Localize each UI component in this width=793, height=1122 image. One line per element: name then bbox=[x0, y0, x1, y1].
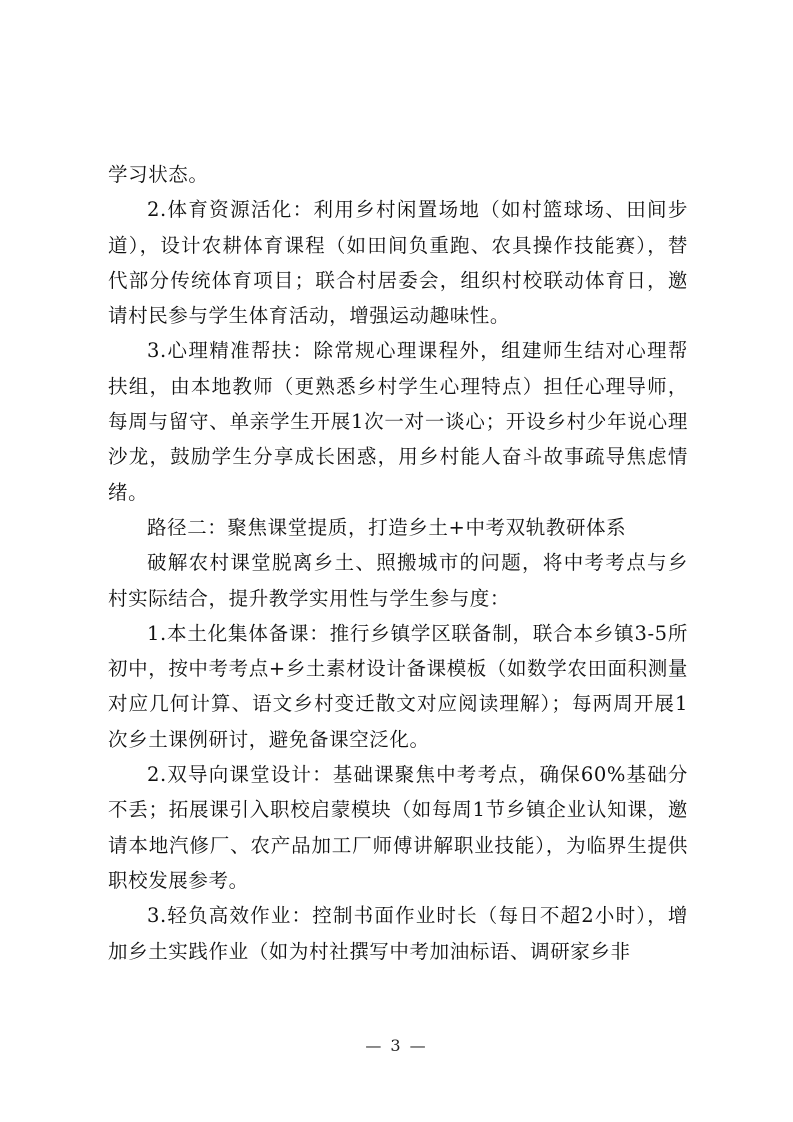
paragraph-path-two-intro: 破解农村课堂脱离乡土、照搬城市的问题，将中考考点与乡村实际结合，提升教学实用性与学生参与度： bbox=[108, 551, 688, 610]
section-heading-path-two: 路径二：聚焦课堂提质，打造乡土+中考双轨教研体系 bbox=[147, 515, 627, 539]
paragraph-continuation: 学习状态。 bbox=[108, 163, 209, 186]
paragraph-psych-support: 3.心理精准帮扶：除常规心理课程外，组建师生结对心理帮扶组，由本地教师（更熟悉乡村学生心理特点）担任心理导师，每周与留守、单亲学生开展1次一对一谈心；开设乡村少年说心理沙龙，鼓励学生分享成长困惑，用乡村能人奋斗故事疏导焦虑情绪。 bbox=[108, 339, 688, 504]
page-number: — 3 — bbox=[365, 1036, 428, 1055]
paragraph-collective-lesson-prep: 1.本土化集体备课：推行乡镇学区联备制，联合本乡镇3-5所初中，按中考考点+乡土素材设计备课模板（如数学农田面积测量对应几何计算、语文乡村变迁散文对应阅读理解）；每两周开展1次乡土课例研讨，避免备课空泛化。 bbox=[108, 621, 688, 751]
paragraph-sports-resources: 2.体育资源活化：利用乡村闲置场地（如村篮球场、田间步道），设计农耕体育课程（如田间负重跑、农具操作技能赛），替代部分传统体育项目；联合村居委会，组织村校联动体育日，邀请村民参与学生体育活动，增强运动趣味性。 bbox=[108, 198, 688, 328]
paragraph-efficient-homework: 3.轻负高效作业：控制书面作业时长（每日不超2小时），增加乡土实践作业（如为村社撰写中考加油标语、调研家乡非 bbox=[108, 904, 688, 963]
document-body bbox=[108, 157, 688, 969]
paragraph-dual-oriented-classroom: 2.双导向课堂设计：基础课聚焦中考考点，确保60%基础分不丢；拓展课引入职校启蒙模块（如每周1节乡镇企业认知课，邀请本地汽修厂、农产品加工厂师傅讲解职业技能），为临界生提供职校发展参考。 bbox=[108, 763, 688, 892]
